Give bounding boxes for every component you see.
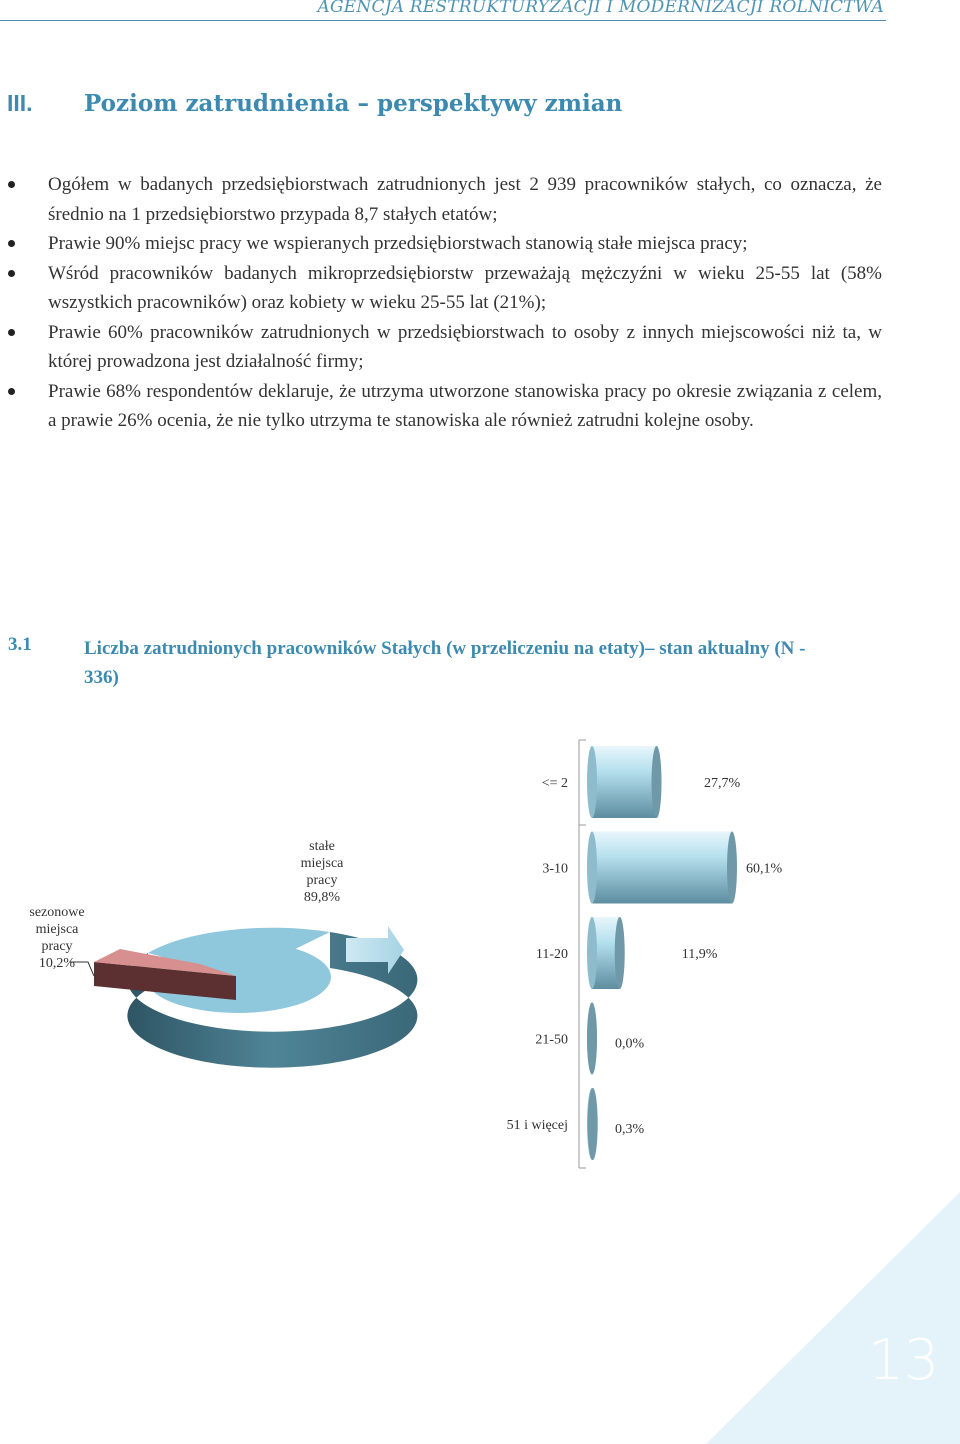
bar-category-label: 11-20	[535, 947, 568, 962]
pie-label-seasonal-line: pracy	[41, 939, 73, 954]
section-title: Poziom zatrudnienia – perspektywy zmian	[84, 90, 623, 117]
pie-value-seasonal: 10,2%	[38, 956, 76, 971]
bar-cap-left	[587, 832, 597, 904]
pie-value-permanent: 89,8%	[303, 890, 341, 905]
bar-category-label: 3-10	[542, 861, 568, 877]
bar-value-label: 60,1%	[746, 861, 783, 877]
bar-category-label: 51 i więcej	[506, 1118, 568, 1133]
subsection-title: Liczba zatrudnionych pracowników Stałych (w przeliczeniu na etaty)– stan aktualny (N - 336)	[84, 638, 806, 688]
bar-value-label: 27,7%	[704, 776, 741, 791]
bullet-item: Ogółem w badanych przedsiębiorstwach zatrudnionych jest 2 939 pracowników stałych, co oznacza, że średnio na 1 przedsiębiorstwo przypada 8,7 stałych etatów;	[48, 170, 882, 229]
page-number: 13	[868, 1328, 940, 1393]
bar-cap-left	[587, 917, 597, 989]
pie-label-seasonal-line: miejsca	[35, 922, 79, 937]
bar-cap-right	[587, 1003, 597, 1075]
bar-value-label: 11,9%	[681, 947, 718, 962]
bar-cap-right	[727, 832, 737, 904]
bar-cap-left	[587, 746, 597, 818]
bar-value-label: 0,0%	[615, 1036, 645, 1052]
bullet-item: Prawie 60% pracowników zatrudnionych w przedsiębiorstwach to osoby z innych miejscowości niż ta, w której prowadzona jest działalność firmy;	[48, 318, 882, 377]
header-title: AGENCJA RESTRUKTURYZACJI I MODERNIZACJI ROLNICTWA	[317, 0, 884, 17]
bullet-list	[48, 170, 882, 436]
bar-category-label: 21-50	[535, 1032, 568, 1048]
bar-cap-right	[652, 746, 662, 818]
bullet-item: Prawie 68% respondentów deklaruje, że utrzyma utworzone stanowiska pracy po okresie związania z celem, a prawie 26% ocenia, że nie tylko utrzyma te stanowiska ale również zatrudni kolejne osoby.	[48, 377, 882, 436]
employment-chart	[0, 700, 960, 1180]
bullet-item: Prawie 90% miejsc pracy we wspieranych przedsiębiorstwach stanowią stałe miejsca pracy;	[48, 229, 882, 259]
bullet-item: Wśród pracowników badanych mikroprzedsiębiorstw przeważają mężczyźni w wieku 25-55 lat (58% wszystkich pracowników) oraz kobiety w wieku 25-55 lat (21%);	[48, 259, 882, 318]
bar-cap-right	[615, 917, 625, 989]
bar-category-label: <= 2	[541, 776, 568, 791]
bar-chart	[507, 740, 783, 1168]
bar-value-label: 0,3%	[615, 1122, 645, 1137]
bar-cap-right	[588, 1088, 598, 1160]
pie-label-permanent-line: miejsca	[300, 856, 344, 871]
pie-label-permanent-line: stałe	[309, 839, 335, 854]
pie-label-permanent-line: pracy	[306, 873, 338, 888]
subsection-number: 3.1	[8, 634, 32, 655]
section-number: III.	[7, 90, 33, 116]
bar-1	[592, 832, 732, 904]
corner-triangle	[706, 1192, 960, 1444]
pie-label-seasonal-line: sezonowe	[29, 905, 85, 920]
bar-0	[592, 746, 657, 818]
